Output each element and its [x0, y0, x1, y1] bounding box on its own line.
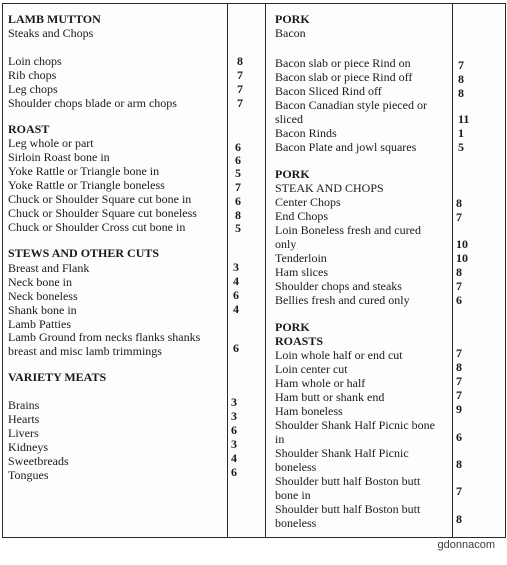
watermark: gdonnacom — [437, 539, 495, 551]
column-divider — [452, 4, 453, 537]
item-value: 8 — [456, 265, 462, 279]
item-name: Livers — [8, 426, 39, 440]
item-name: sliced — [275, 112, 303, 126]
item-value: 7 — [456, 210, 462, 224]
item-value: 5 — [235, 221, 241, 235]
item-name: Shoulder Shank Half Picnic — [275, 446, 409, 460]
item-value: 10 — [456, 251, 468, 265]
item-name: Loin chops — [8, 54, 62, 68]
item-name: Neck boneless — [8, 289, 78, 303]
item-value: 6 — [456, 430, 462, 444]
item-name: Bacon slab or piece Rind on — [275, 56, 411, 70]
item-name: Center Chops — [275, 195, 341, 209]
item-name: Ham butt or shank end — [275, 390, 385, 404]
item-value: 3 — [231, 409, 237, 423]
item-name: Shoulder chops blade or arm chops — [8, 96, 177, 110]
item-name: Bacon Rinds — [275, 126, 337, 140]
item-value: 5 — [458, 140, 464, 154]
item-value: 8 — [456, 196, 462, 210]
item-name: breast and misc lamb trimmings — [8, 344, 162, 358]
item-name: Lamb Patties — [8, 317, 71, 331]
column-divider — [227, 4, 228, 537]
item-name: Leg whole or part — [8, 136, 94, 150]
item-value: 8 — [458, 86, 464, 100]
item-name: Ham slices — [275, 265, 328, 279]
item-name: Kidneys — [8, 440, 48, 454]
section-heading: VARIETY MEATS — [8, 370, 107, 384]
item-value: 1 — [458, 126, 464, 140]
item-value: 8 — [235, 208, 241, 222]
item-name: Shoulder butt half Boston butt — [275, 474, 421, 488]
item-name: in — [275, 432, 285, 446]
item-name: Bacon slab or piece Rind off — [275, 70, 413, 84]
item-value: 5 — [235, 166, 241, 180]
section-heading: PORK — [275, 167, 310, 181]
item-value: 8 — [456, 512, 462, 526]
item-name: Shoulder chops and steaks — [275, 279, 402, 293]
item-name: Ham boneless — [275, 404, 343, 418]
column-divider — [265, 4, 266, 537]
item-value: 7 — [456, 279, 462, 293]
left-values-column — [229, 4, 263, 537]
item-value: 3 — [231, 437, 237, 451]
item-name: boneless — [275, 460, 317, 474]
section-subheading: ROASTS — [275, 334, 324, 348]
item-name: bone in — [275, 488, 311, 502]
section-subheading: Bacon — [275, 26, 306, 40]
item-name: only — [275, 237, 297, 251]
item-name: Loin center cut — [275, 362, 348, 376]
item-value: 11 — [458, 112, 470, 126]
item-value: 7 — [458, 58, 464, 72]
section-subheading: Steaks and Chops — [8, 26, 94, 40]
item-name: Shoulder Shank Half Picnic bone — [275, 418, 435, 432]
item-name: Sweetbreads — [8, 454, 69, 468]
item-value: 10 — [456, 237, 468, 251]
item-value: 7 — [235, 180, 241, 194]
item-name: Brains — [8, 398, 40, 412]
item-value: 4 — [233, 274, 239, 288]
item-name: Yoke Rattle or Triangle boneless — [8, 178, 165, 192]
item-value: 7 — [237, 68, 243, 82]
item-name: Breast and Flank — [8, 261, 90, 275]
item-value: 7 — [456, 484, 462, 498]
left-column — [8, 4, 224, 537]
section-subheading: STEAK AND CHOPS — [275, 181, 384, 195]
item-name: Bacon Canadian style pieced or — [275, 98, 427, 112]
item-value: 7 — [456, 374, 462, 388]
item-name: boneless — [275, 516, 317, 530]
item-name: Tenderloin — [275, 251, 327, 265]
item-name: Chuck or Shoulder Cross cut bone in — [8, 220, 186, 234]
item-name: End Chops — [275, 209, 329, 223]
item-name: Chuck or Shoulder Square cut boneless — [8, 206, 197, 220]
item-name: Tongues — [8, 468, 49, 482]
item-value: 7 — [456, 346, 462, 360]
meat-chart-table — [2, 3, 506, 538]
item-name: Yoke Rattle or Triangle bone in — [8, 164, 160, 178]
item-value: 6 — [456, 293, 462, 307]
item-name: Chuck or Shoulder Square cut bone in — [8, 192, 192, 206]
item-value: 8 — [458, 72, 464, 86]
item-name: Shank bone in — [8, 303, 77, 317]
item-value: 7 — [237, 82, 243, 96]
item-value: 9 — [456, 402, 462, 416]
item-value: 4 — [233, 302, 239, 316]
item-value: 6 — [233, 288, 239, 302]
item-name: Ham whole or half — [275, 376, 366, 390]
right-column — [275, 4, 450, 537]
item-name: Hearts — [8, 412, 40, 426]
item-value: 6 — [231, 465, 237, 479]
item-name: Bellies fresh and cured only — [275, 293, 410, 307]
item-name: Bacon Sliced Rind off — [275, 84, 382, 98]
item-value: 6 — [235, 194, 241, 208]
right-values-column — [454, 4, 502, 537]
item-value: 6 — [235, 153, 241, 167]
item-name: Loin whole half or end cut — [275, 348, 403, 362]
section-heading: PORK — [275, 320, 310, 334]
item-value: 7 — [456, 388, 462, 402]
item-value: 6 — [233, 341, 239, 355]
section-heading: PORK — [275, 12, 310, 26]
item-value: 7 — [237, 96, 243, 110]
item-name: Shoulder butt half Boston butt — [275, 502, 421, 516]
item-value: 8 — [237, 54, 243, 68]
item-name: Neck bone in — [8, 275, 72, 289]
item-value: 6 — [235, 140, 241, 154]
item-value: 6 — [231, 423, 237, 437]
item-value: 4 — [231, 451, 237, 465]
item-name: Lamb Ground from necks flanks shanks — [8, 330, 201, 344]
item-name: Loin Boneless fresh and cured — [275, 223, 421, 237]
section-heading: ROAST — [8, 122, 50, 136]
item-name: Bacon Plate and jowl squares — [275, 140, 417, 154]
item-name: Leg chops — [8, 82, 58, 96]
item-name: Rib chops — [8, 68, 57, 82]
item-name: Sirloin Roast bone in — [8, 150, 110, 164]
item-value: 3 — [233, 260, 239, 274]
section-heading: LAMB MUTTON — [8, 12, 101, 26]
item-value: 3 — [231, 395, 237, 409]
item-value: 8 — [456, 457, 462, 471]
section-heading: STEWS AND OTHER CUTS — [8, 246, 160, 260]
item-value: 8 — [456, 360, 462, 374]
